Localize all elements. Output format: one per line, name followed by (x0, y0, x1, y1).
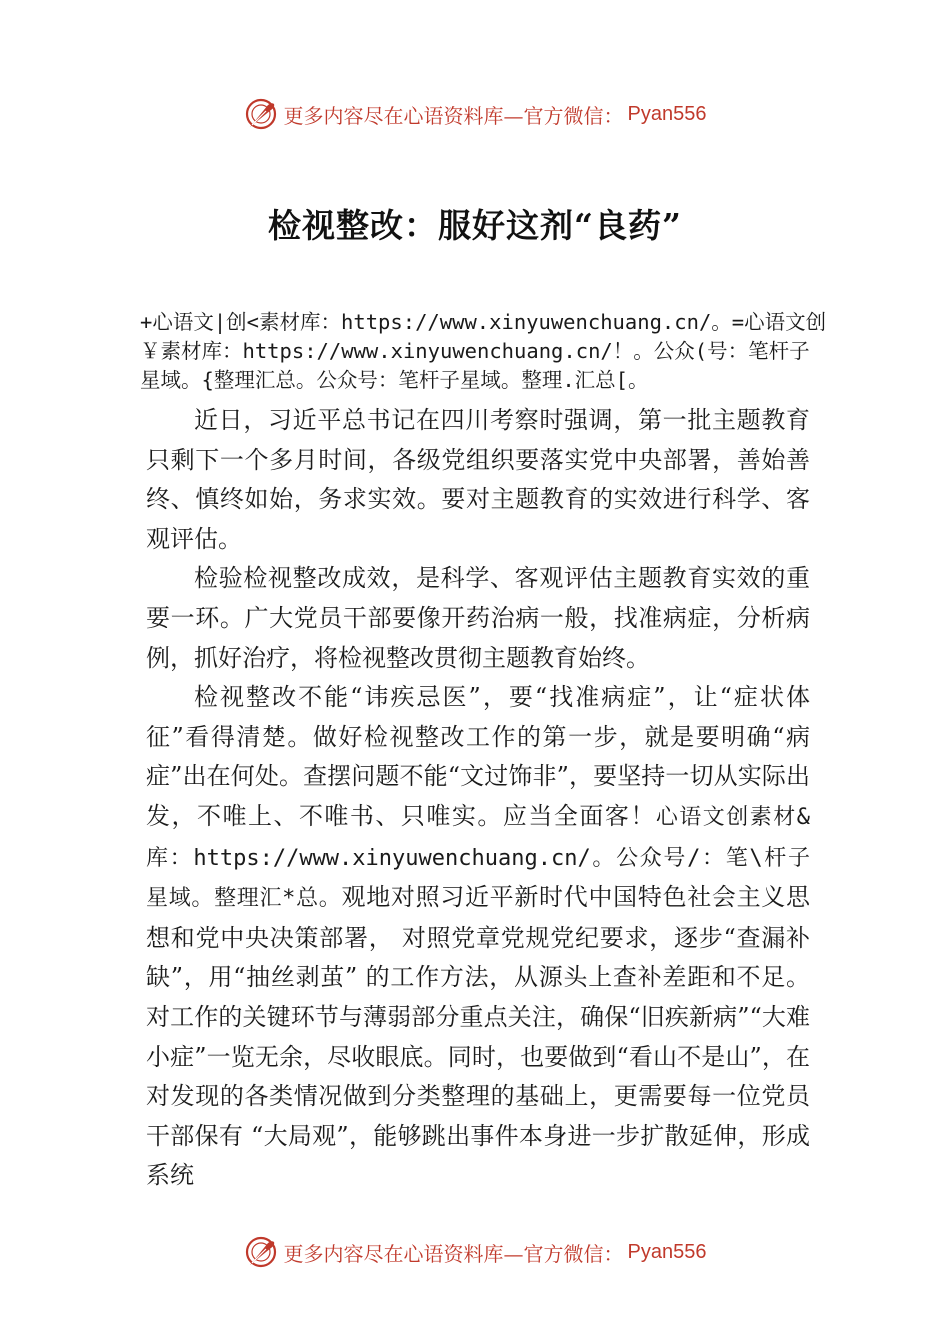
inline-watermark: 心语文创素材&库：https://www.xinyuwenchuang.cn/。公众号/：笔\杆子星域。整理汇*总。 (146, 804, 811, 912)
paragraph-3-part-2: 观地对照习近平新时代中国特色社会主义思想和党中央决策部署， 对照党章党规党纪要求，逐步“查漏补缺”，用“抽丝剥茧” 的工作方法，从源头上查补差距和不足。对工作的关键环节与薄弱部分重点关注，确保“旧疾新病”“大难小症”一览无余，尽收眼底。同时，也要做到“看山不是山”，在对发现的各类情况做到分类整理的基础上，更需要每一位党员干部保有 “大局观”，能够跳出事件本身进一步扩散延伸，形成系统 (146, 883, 810, 1190)
page-title: 检视整改：服好这剂“良药” (268, 206, 682, 245)
paragraph-3-part-1: 检视整改不能“讳疾忌医”，要“找准病症”，让“症状体征”看得清楚。做好检视整改工作的第一步，就是要明确“病症”出在何处。查摆问题不能“文过饰非”，要坚持一切从实际出发，不唯上、不唯书、只唯实。应当全面客！ (146, 683, 810, 830)
paragraph-3 (140, 678, 810, 1196)
paragraph-2: 检验检视整改成效，是科学、客观评估主题教育实效的重要一环。广大党员干部要像开药治病一般，找准病症，分析病例，抓好治疗，将检视整改贯彻主题教育始终。 (146, 564, 810, 672)
document-body (140, 308, 830, 1196)
footer-slogan: 更多内容尽在心语资料库—官方微信： (283, 1241, 624, 1266)
footer-wechat-id: Pyan556 (627, 1240, 707, 1263)
banner-slogan: 更多内容尽在心语资料库—官方微信： (283, 103, 624, 128)
watermark-block: +心语文|创<素材库：https://www.xinyuwenchuang.cn/。=心语文创￥素材库：https://www.xinyuwenchuang.cn/！。公众(号：笔杆子星域。{整理汇总。公众号：笔杆子星域。整理.汇总[。 (140, 310, 827, 392)
paragraph-1: 近日，习近平总书记在四川考察时强调，第一批主题教育只剩下一个多月时间，各级党组织要落实党中央部署，善始善终、慎终如始，务求实效。要对主题教育的实效进行科学、客观评估。 (146, 406, 810, 553)
quill-pen-logo-icon (244, 97, 278, 131)
banner-wechat-id: Pyan556 (627, 102, 707, 125)
header-banner (0, 94, 950, 134)
footer-banner (0, 1232, 950, 1272)
quill-pen-logo-icon (244, 1235, 278, 1269)
